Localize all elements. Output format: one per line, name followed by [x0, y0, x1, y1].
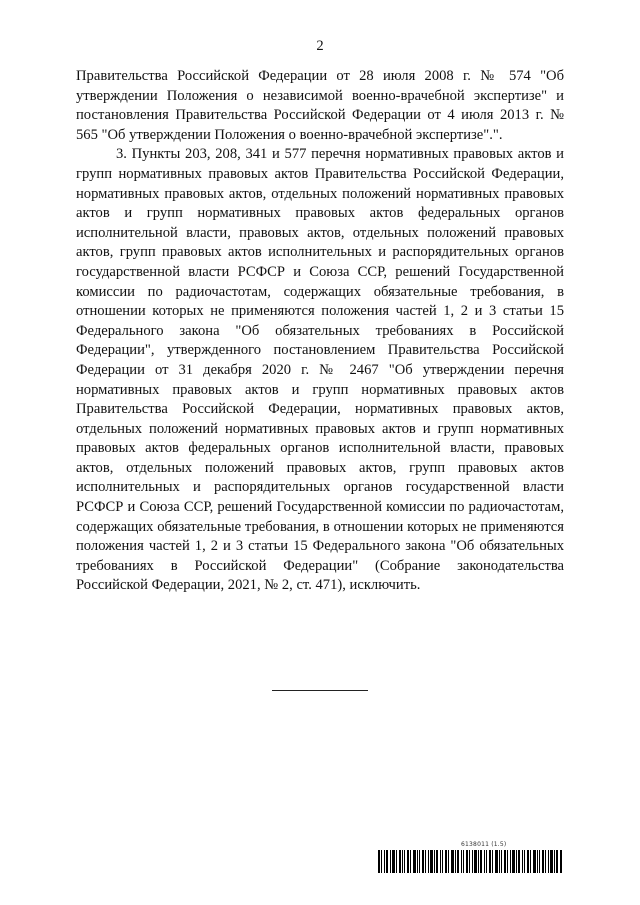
end-separator-line — [272, 690, 368, 691]
paragraph-item-3: 3. Пункты 203, 208, 341 и 577 перечня нормативных правовых актов и групп нормативных правовых актов Правительства Российской Федерации, нормативных правовых актов, отдельных положений нормативных правовых актов и групп нормативных правовых актов федеральных органов исполнительной власти, правовых актов, отдельных положений правовых актов, групп правовых актов исполнительных и распорядительных органов государственной власти РСФСР и Союза ССР, решений Государственной комиссии по радиочастотам, содержащих обязательные требования, в отношении которых не применяются положения частей 1, 2 и 3 статьи 15 Федерального закона "Об обязательных требованиях в Российской Федерации", утвержденного постановлением Правительства Российской Федерации от 31 декабря 2020 г. № 2467 "Об утверждении перечня нормативных правовых актов и групп нормативных правовых актов Правительства Российской Федерации, нормативных правовых актов, отдельных положений нормативных правовых актов и групп нормативных правовых актов федеральных органов исполнительной власти, правовых актов, отдельных положений правовых актов, групп правовых актов исполнительных и распорядительных органов государственной власти РСФСР и Союза ССР, решений Государственной комиссии по радиочастотам, содержащих обязательные требования, в отношении которых не применяются положения частей 1, 2 и 3 статьи 15 Федерального закона "Об обязательных требованиях в Российской Федерации" (Собрание законодательства Российской Федерации, 2021, № 2, ст. 471), исключить. — [76, 146, 564, 594]
page-number: 2 — [316, 38, 324, 54]
document-code: 6138011 (1.5) — [461, 841, 507, 848]
document-body — [76, 67, 564, 596]
paragraph-continuation: Правительства Российской Федерации от 28 июля 2008 г. № 574 "Об утверждении Положения о независимой военно-врачебной экспертизе" и постановления Правительства Российской Федерации от 4 июля 2013 г. № 565 "Об утверждении Положения о военно-врачебной экспертизе".". — [76, 68, 564, 143]
barcode-icon — [378, 850, 562, 873]
